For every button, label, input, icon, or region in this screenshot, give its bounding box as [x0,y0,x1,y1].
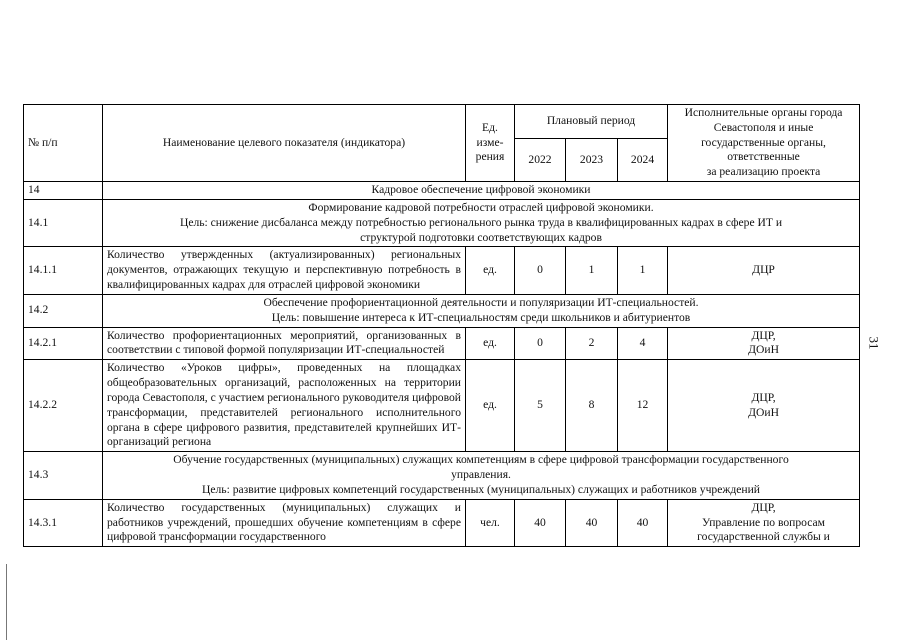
value-2024: 1 [618,247,668,294]
section-row-14-2 [24,294,860,327]
value-2023: 8 [566,360,618,452]
row-number: 14 [24,182,103,200]
executors: ДЦР, ДОиН [668,360,860,452]
value-2022: 5 [515,360,566,452]
row-number: 14.1.1 [24,247,103,294]
scan-margin-line [6,564,7,640]
value-2022: 0 [515,327,566,360]
indicators-table [23,104,860,547]
value-2023: 1 [566,247,618,294]
value-2023: 40 [566,499,618,546]
indicator-name: Количество профориентационных мероприятий, организованных в соответствии с типовой формой популяризации ИТ-специальностей [103,327,466,360]
indicator-row-14-1-1 [24,247,860,294]
indicator-row-14-3-1 [24,499,860,546]
col-header-year-2022: 2022 [515,139,566,182]
section-description: Обучение государственных (муниципальных) служащих компетенциям в сфере цифровой трансформации государственного управления. Цель: развитие цифровых компетенций государственных (муниципальных) служащих и работников учреждений [103,452,860,499]
value-2022: 40 [515,499,566,546]
value-2024: 4 [618,327,668,360]
row-number: 14.2 [24,294,103,327]
value-2022: 0 [515,247,566,294]
section-row-14 [24,182,860,200]
row-number: 14.3.1 [24,499,103,546]
row-number: 14.2.2 [24,360,103,452]
col-header-name: Наименование целевого показателя (индикатора) [103,105,466,182]
indicator-row-14-2-2 [24,360,860,452]
indicator-unit: чел. [466,499,515,546]
col-header-executors: Исполнительные органы города Севастополя и иные государственные органы, ответственные за реализацию проекта [668,105,860,182]
indicator-unit: ед. [466,247,515,294]
section-title: Кадровое обеспечение цифровой экономики [103,182,860,200]
value-2024: 12 [618,360,668,452]
row-number: 14.3 [24,452,103,499]
col-header-unit: Ед. изме- рения [466,105,515,182]
indicator-name: Количество «Уроков цифры», проведенных на площадках общеобразовательных организаций, расположенных на территории города Севастополя, с участием регионального руководителя цифровой трансформации, представителей регионального исполнительного органа в сфере цифрового развития, представителей крупнейших ИТ-организаций региона [103,360,466,452]
indicator-row-14-2-1 [24,327,860,360]
row-number: 14.2.1 [24,327,103,360]
col-header-year-2024: 2024 [618,139,668,182]
section-row-14-1 [24,199,860,246]
section-description: Обеспечение профориентационной деятельности и популяризации ИТ-специальностей. Цель: повышение интереса к ИТ-специальностям среди школьников и абитуриентов [103,294,860,327]
indicator-unit: ед. [466,360,515,452]
executors: ДЦР, Управление по вопросам государственной службы и [668,499,860,546]
indicator-unit: ед. [466,327,515,360]
page-number: 31 [866,336,882,350]
value-2023: 2 [566,327,618,360]
col-header-planned-period: Плановый период [515,105,668,139]
indicator-name: Количество государственных (муниципальных) служащих и работников учреждений, прошедших обучение компетенциям в сфере цифровой трансформации государственного [103,499,466,546]
value-2024: 40 [618,499,668,546]
section-row-14-3 [24,452,860,499]
table-header-row [24,105,860,139]
row-number: 14.1 [24,199,103,246]
col-header-number: № п/п [24,105,103,182]
indicator-name: Количество утвержденных (актуализированных) региональных документов, отражающих текущую и перспективную потребность в квалифицированных кадрах для отраслей цифровой экономики [103,247,466,294]
section-description: Формирование кадровой потребности отраслей цифровой экономики. Цель: снижение дисбаланса между потребностью регионального рынка труда в квалифицированных кадрах в сфере ИТ и структурой подготовки соответствующих кадров [103,199,860,246]
executors: ДЦР, ДОиН [668,327,860,360]
col-header-year-2023: 2023 [566,139,618,182]
executors: ДЦР [668,247,860,294]
